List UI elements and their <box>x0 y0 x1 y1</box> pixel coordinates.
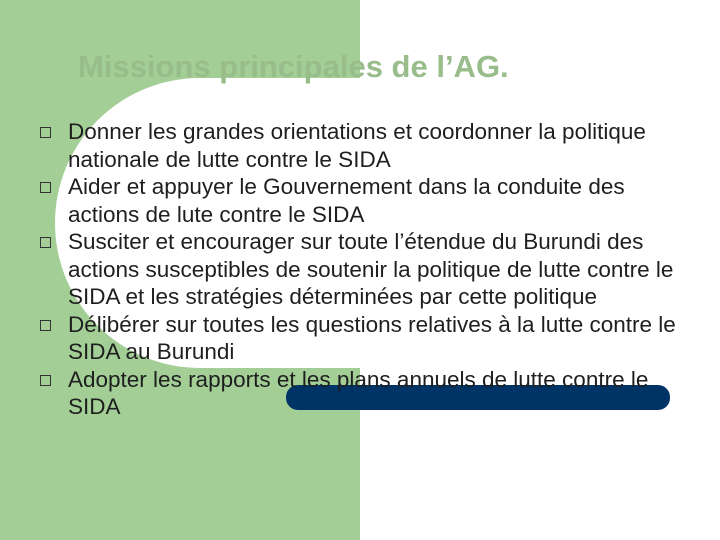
square-bullet-icon <box>40 237 51 248</box>
square-bullet-icon <box>40 127 51 138</box>
bullet-item <box>36 311 696 366</box>
bullet-item <box>36 173 696 228</box>
bullet-item <box>36 118 696 173</box>
bullet-item <box>36 228 696 311</box>
bullet-text: Délibérer sur toutes les questions relatives à la lutte contre le SIDA au Burundi <box>68 311 676 364</box>
bullet-text: Adopter les rapports et les plans annuels de lutte contre le SIDA <box>68 366 649 419</box>
square-bullet-icon <box>40 320 51 331</box>
bullet-list <box>36 118 696 421</box>
bullet-text: Donner les grandes orientations et coordonner la politique nationale de lutte contre le SIDA <box>68 119 646 172</box>
square-bullet-icon <box>40 182 51 193</box>
bullet-text: Susciter et encourager sur toute l’étendue du Burundi des actions susceptibles de soutenir la politique de lutte contre le SIDA et les stratégies déterminées par cette politique <box>68 229 674 309</box>
bullet-item <box>36 366 696 421</box>
slide-title: Missions principales de l’AG. <box>78 49 509 84</box>
square-bullet-icon <box>40 375 51 386</box>
bullet-text: Aider et appuyer le Gouvernement dans la conduite des actions de lute contre le SIDA <box>68 174 625 227</box>
